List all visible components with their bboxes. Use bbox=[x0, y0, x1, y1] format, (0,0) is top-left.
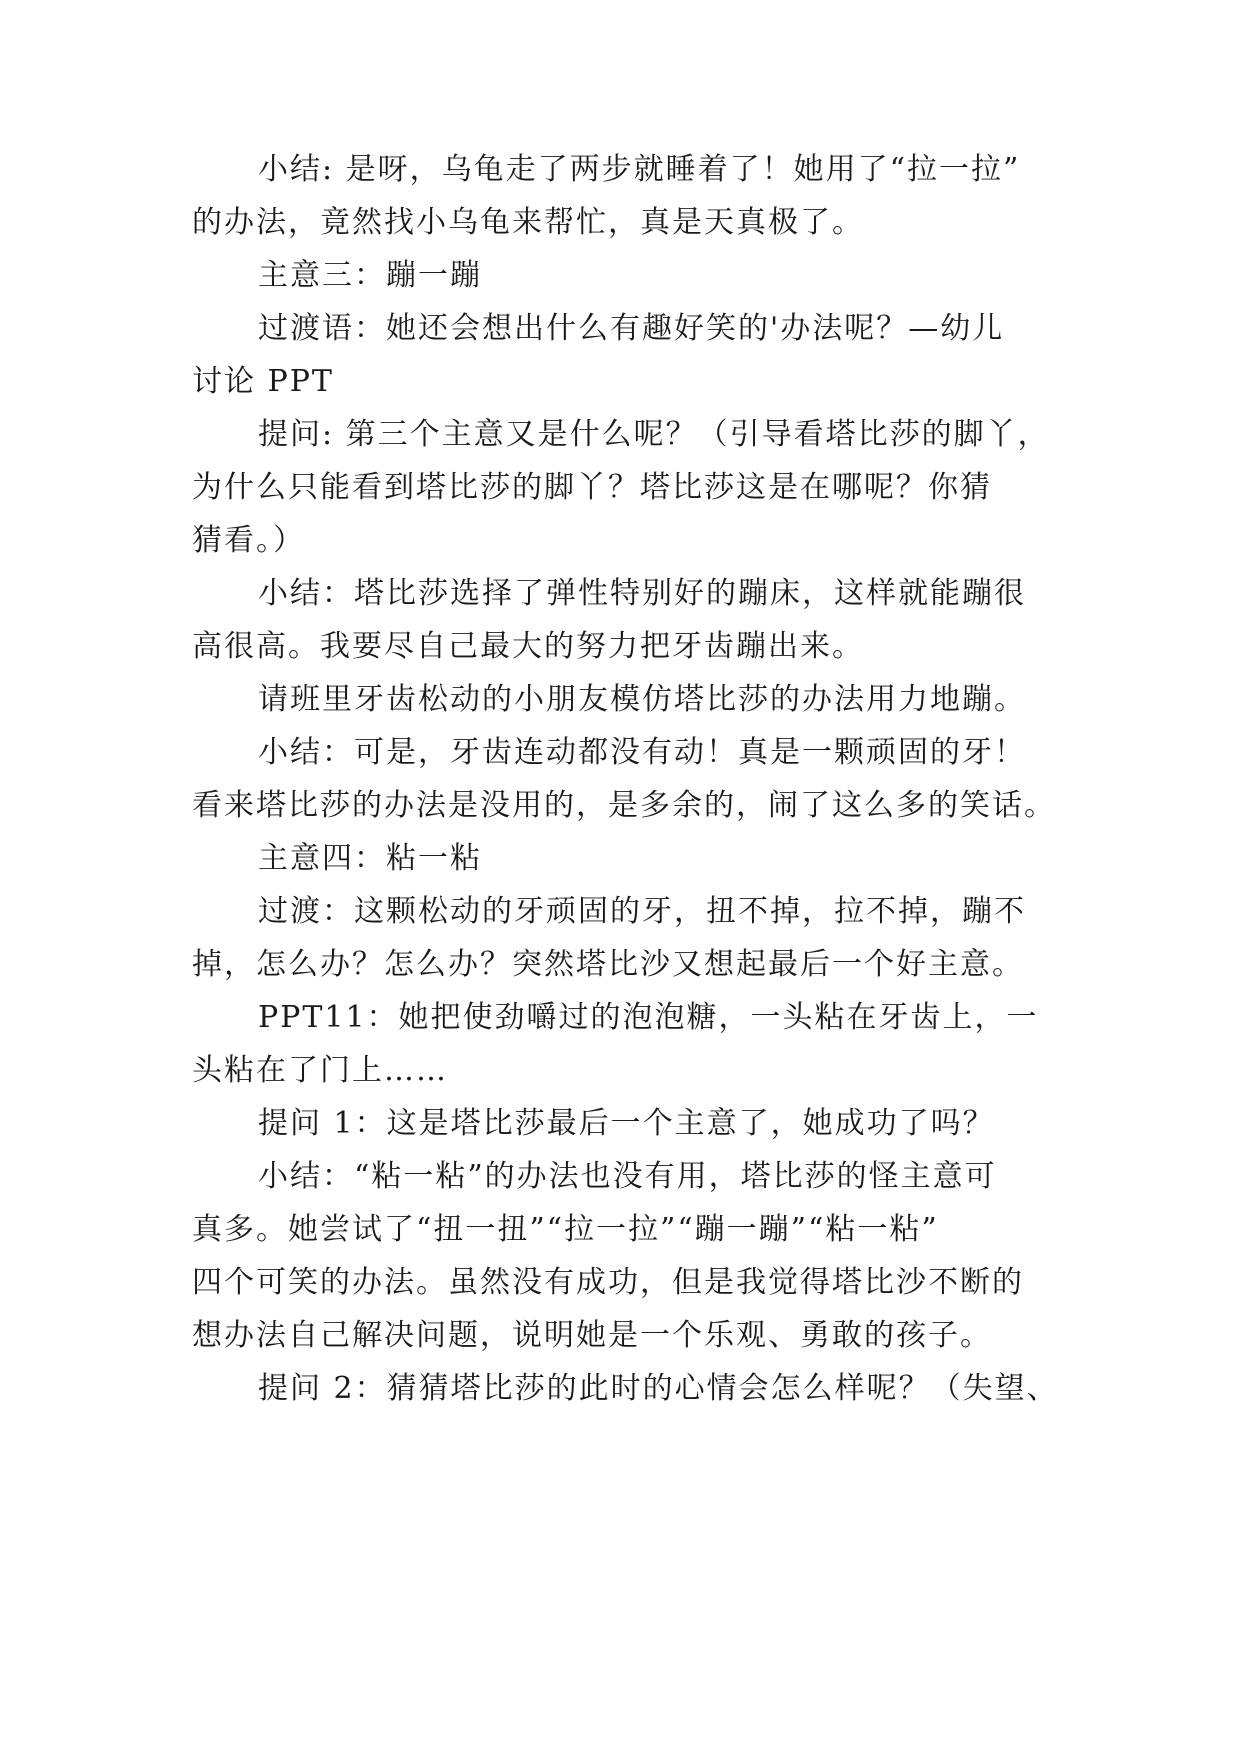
text-line: 为什么只能看到塔比莎的脚丫？塔比莎这是在哪呢？你猜 bbox=[192, 470, 992, 505]
text-line: 提问 1：这是塔比莎最后一个主意了，她成功了吗？ bbox=[258, 1106, 995, 1141]
text-line: 头粘在了门上…… bbox=[192, 1053, 448, 1088]
text-line: 真多。她尝试了“扭一扭”“拉一拉”“蹦一蹦”“粘一粘” bbox=[192, 1212, 939, 1247]
text-line: 提问 2：猜猜塔比莎的此时的心情会怎么样呢？（失望、 bbox=[258, 1371, 1059, 1406]
text-line: 讨论 PPT bbox=[192, 364, 334, 399]
text-line: PPT11：她把使劲嚼过的泡泡糖，一头粘在牙齿上，一 bbox=[258, 1000, 1039, 1035]
text-line: 掉，怎么办？怎么办？突然塔比沙又想起最后一个好主意。 bbox=[192, 947, 1024, 982]
text-line: 主意三：蹦一蹦 bbox=[258, 258, 482, 293]
text-line: 过渡语：她还会想出什么有趣好笑的'办法呢？—幼儿 bbox=[258, 311, 1005, 346]
text-line: 的办法，竟然找小乌龟来帮忙，真是天真极了。 bbox=[192, 205, 864, 240]
text-line: 四个可笑的办法。虽然没有成功，但是我觉得塔比沙不断的 bbox=[192, 1265, 1024, 1300]
text-line: 主意四：粘一粘 bbox=[258, 841, 482, 876]
text-line: 请班里牙齿松动的小朋友模仿塔比莎的办法用力地蹦。 bbox=[258, 682, 1026, 717]
text-line: 想办法自己解决问题，说明她是一个乐观、勇敢的孩子。 bbox=[192, 1318, 992, 1353]
text-line: 小结：可是，牙齿连动都没有动！真是一颗顽固的牙！ bbox=[258, 735, 1026, 770]
text-line: 小结：塔比莎选择了弹性特别好的蹦床，这样就能蹦很 bbox=[258, 576, 1026, 611]
text-line: 看来塔比莎的办法是没用的，是多余的，闹了这么多的笑话。 bbox=[192, 788, 1056, 823]
text-line: 小结：“粘一粘”的办法也没有用，塔比莎的怪主意可 bbox=[258, 1159, 997, 1194]
text-line: 提问: 第三个主意又是什么呢？（引导看塔比莎的脚丫， bbox=[258, 417, 1050, 452]
text-line: 高很高。我要尽自己最大的努力把牙齿蹦出来。 bbox=[192, 629, 864, 664]
text-line: 过渡：这颗松动的牙顽固的牙，扭不掉，拉不掉，蹦不 bbox=[258, 894, 1026, 929]
text-line: 小结: 是呀，乌龟走了两步就睡着了！她用了“拉一拉” bbox=[258, 152, 1021, 187]
text-line: 猜看。） bbox=[192, 523, 305, 558]
